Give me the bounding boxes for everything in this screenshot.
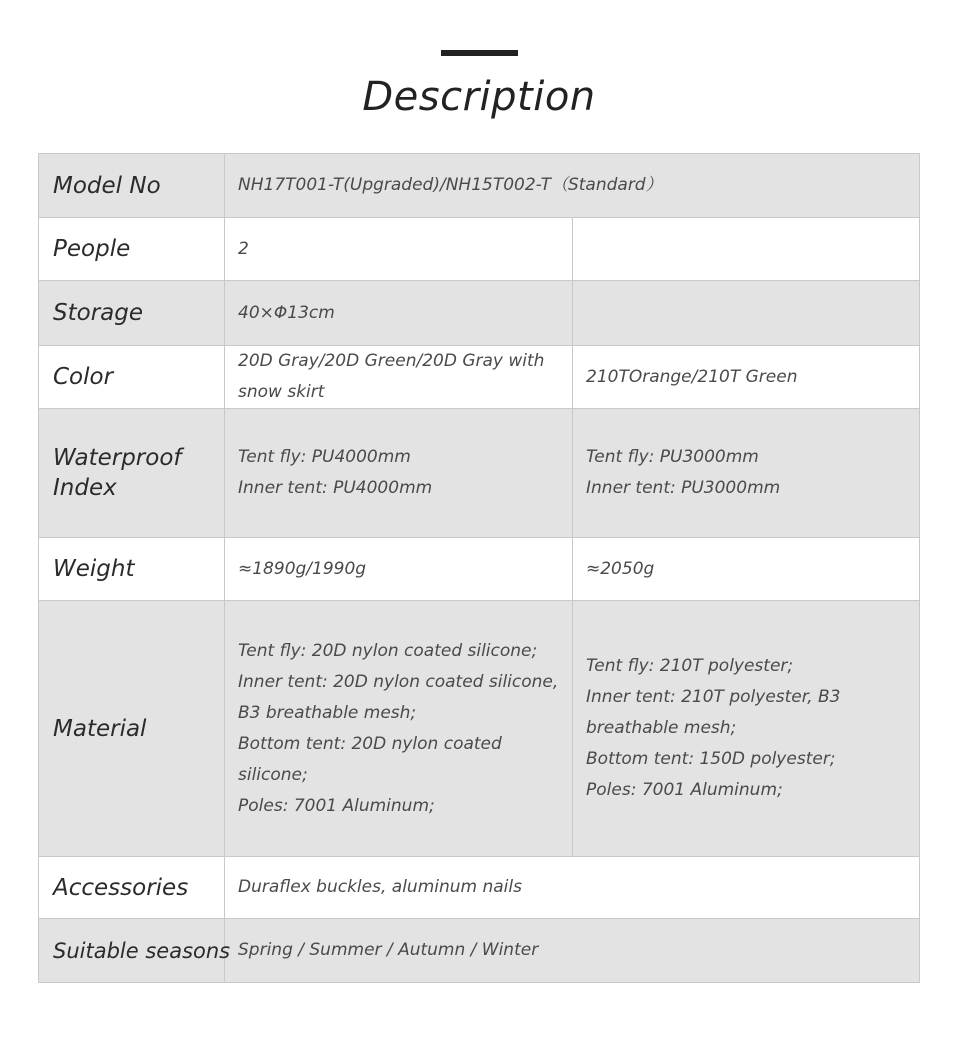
row-value-col1 <box>225 409 573 538</box>
row-value-col2 <box>573 601 920 857</box>
row-value-col1 <box>225 601 573 857</box>
row-label: Storage <box>39 281 225 346</box>
row-label: Waterproof Index <box>39 409 225 538</box>
spec-table <box>38 153 920 983</box>
line: Bottom tent: 20D nylon coated silicone; <box>238 733 502 785</box>
row-label: Color <box>39 346 225 409</box>
line: Inner tent: 20D nylon coated silicone, B3 breathable mesh; <box>238 671 559 723</box>
row-label: Model No <box>39 154 225 218</box>
line: Bottom tent: 150D polyester; <box>586 749 836 769</box>
line: Tent fly: 20D nylon coated silicone; <box>238 640 538 661</box>
table-row-waterproof-index <box>39 409 920 538</box>
table-row-color <box>39 346 920 409</box>
row-label: Suitable seasons <box>39 919 225 983</box>
row-value-col2 <box>573 281 920 346</box>
row-value-col1: 40×Φ13cm <box>225 281 573 346</box>
row-value: Duraflex buckles, aluminum nails <box>225 857 920 919</box>
row-value: NH17T001-T(Upgraded)/NH15T002-T（Standard） <box>225 154 920 218</box>
line: Inner tent: 210T polyester, B3 breathable mesh; <box>586 687 841 738</box>
line: Poles: 7001 Aluminum; <box>238 795 435 816</box>
line: Tent fly: PU4000mm <box>238 447 411 467</box>
table-row-model-no <box>39 154 920 218</box>
row-value-col1: 20D Gray/20D Green/20D Gray with snow skirt <box>225 346 573 409</box>
table-row-people <box>39 218 920 281</box>
row-value-col2 <box>573 409 920 538</box>
row-value-col1: 2 <box>225 218 573 281</box>
line: Poles: 7001 Aluminum; <box>586 780 783 800</box>
row-label: Weight <box>39 538 225 601</box>
row-label: Accessories <box>39 857 225 919</box>
row-value-col1: ≈1890g/1990g <box>225 538 573 601</box>
row-value-col2 <box>573 218 920 281</box>
line: Tent fly: PU3000mm <box>586 447 759 467</box>
line: Tent fly: 210T polyester; <box>586 656 794 676</box>
table-row-suitable-seasons <box>39 919 920 983</box>
table-row-accessories <box>39 857 920 919</box>
row-label: People <box>39 218 225 281</box>
row-value-col2: 210TOrange/210T Green <box>573 346 920 409</box>
line: Inner tent: PU3000mm <box>586 478 781 498</box>
row-label: Material <box>39 601 225 857</box>
line: Inner tent: PU4000mm <box>238 478 433 498</box>
title-decor-bar <box>441 50 518 56</box>
table-row-material <box>39 601 920 857</box>
row-value-col2: ≈2050g <box>573 538 920 601</box>
table-row-storage <box>39 281 920 346</box>
row-value: Spring / Summer / Autumn / Winter <box>225 919 920 983</box>
table-row-weight <box>39 538 920 601</box>
page-title: Description <box>362 74 596 120</box>
